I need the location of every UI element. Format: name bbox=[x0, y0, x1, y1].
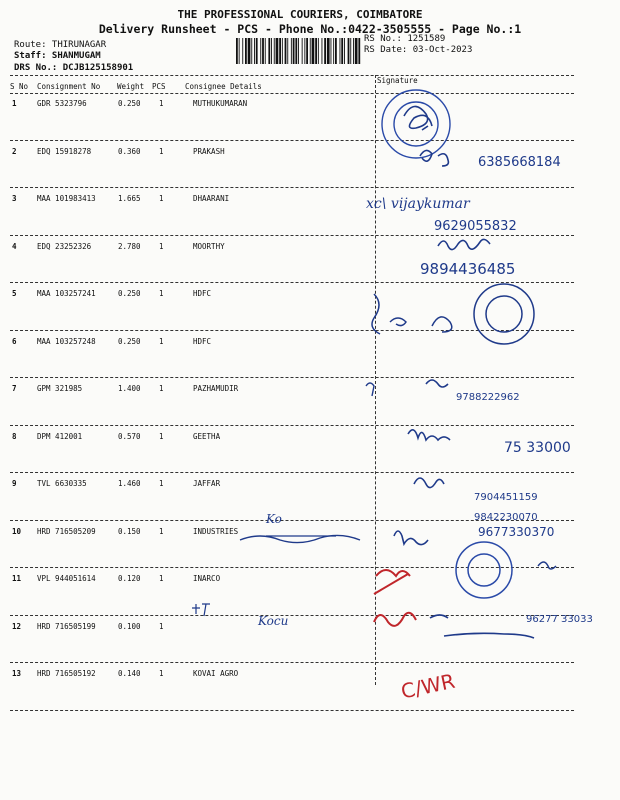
barcode-bar bbox=[256, 38, 258, 64]
barcode-bar bbox=[353, 38, 354, 64]
cell-consignment-no: EDQ 15918278 bbox=[37, 146, 92, 156]
cell-weight: 0.150 bbox=[118, 526, 141, 536]
signature-row7b bbox=[426, 380, 448, 387]
row-separator bbox=[10, 710, 574, 711]
cell-pcs: 1 bbox=[159, 336, 164, 346]
cell-sno: 13 bbox=[12, 669, 22, 678]
barcode-bar bbox=[350, 38, 351, 64]
cell-consignment-no: VPL 944051614 bbox=[37, 574, 96, 583]
handwritten-name-row3: xc\ vijaykumar bbox=[366, 196, 470, 212]
barcode-bar bbox=[344, 38, 345, 64]
cell-sno: 12 bbox=[12, 621, 22, 631]
cell-sno: 9 bbox=[12, 479, 17, 488]
barcode-bar bbox=[276, 38, 279, 64]
barcode-bar bbox=[324, 38, 326, 64]
barcode-bar bbox=[322, 38, 323, 64]
barcode-bar bbox=[271, 38, 272, 64]
handwritten-note-row12: Kocu bbox=[258, 614, 289, 628]
handwritten-phone-row9: 7904451159 bbox=[474, 492, 538, 503]
cell-pcs: 1 bbox=[159, 99, 164, 108]
document-subtitle: Delivery Runsheet - PCS - Phone No.:0422-3505555 - Page No.:1 bbox=[98, 22, 522, 36]
cell-sno: 10 bbox=[12, 526, 22, 536]
signature-row9 bbox=[414, 478, 444, 488]
barcode-bar bbox=[282, 38, 283, 64]
barcode-bar bbox=[242, 38, 243, 64]
col-header-consignment: Consignment No bbox=[37, 82, 101, 91]
barcode-bar bbox=[335, 38, 337, 64]
barcode-bar bbox=[279, 38, 281, 64]
signature-row10 bbox=[394, 531, 428, 545]
col-header-pcs: PCS bbox=[152, 82, 166, 91]
barcode-bar bbox=[315, 38, 317, 64]
handwritten-note-row10: Ko bbox=[266, 512, 282, 526]
cell-weight: 0.250 bbox=[118, 289, 141, 298]
cell-consignment-no: EDQ 23252326 bbox=[37, 241, 92, 251]
cell-pcs: 1 bbox=[159, 669, 164, 678]
barcode-bar bbox=[304, 38, 305, 64]
barcode-bar bbox=[355, 38, 358, 64]
signature-row12-red bbox=[374, 613, 416, 626]
barcode-bar bbox=[298, 38, 299, 64]
cell-weight: 0.360 bbox=[118, 146, 141, 156]
handwritten-phone-row10a: 9842230070 bbox=[474, 512, 538, 523]
cell-consignee: PRAKASH bbox=[193, 146, 225, 156]
col-header-consignee: Consignee Details bbox=[185, 82, 262, 91]
cell-pcs: 1 bbox=[159, 479, 164, 488]
cell-consignment-no: HRD 716505209 bbox=[37, 526, 96, 536]
cell-consignee: HDFC bbox=[193, 289, 212, 298]
cell-sno: 4 bbox=[12, 241, 17, 251]
handwritten-note-row13: C/WR bbox=[398, 668, 458, 704]
cell-consignee: INDUSTRIES bbox=[193, 526, 239, 536]
barcode-bar bbox=[327, 38, 330, 64]
cell-weight: 0.100 bbox=[118, 621, 141, 631]
barcode-bar bbox=[306, 38, 308, 64]
barcode-bar bbox=[268, 38, 270, 64]
cell-weight: 2.780 bbox=[118, 241, 141, 251]
barcode-bar bbox=[348, 38, 350, 64]
signature-row12 bbox=[430, 615, 534, 638]
col-header-weight: Weight bbox=[117, 82, 145, 91]
cell-consignment-no: HRD 716505199 bbox=[37, 621, 96, 631]
rs-date: RS Date: 03-Oct-2023 bbox=[364, 45, 473, 55]
signature-row4 bbox=[438, 239, 490, 249]
handwritten-phone-row3: 9629055832 bbox=[434, 219, 517, 234]
barcode-bar bbox=[291, 38, 292, 64]
signature-row5 bbox=[372, 294, 452, 334]
cell-consignment-no: GPM 321985 bbox=[37, 384, 83, 393]
cell-pcs: 1 bbox=[159, 384, 164, 393]
strikethrough-row10 bbox=[236, 528, 366, 548]
cell-sno: 2 bbox=[12, 146, 17, 156]
barcode-bar bbox=[318, 38, 319, 64]
cell-consignment-no: MAA 103257241 bbox=[37, 289, 96, 298]
cell-consignee: JAFFAR bbox=[193, 479, 221, 488]
cell-consignment-no: HRD 716505192 bbox=[37, 669, 96, 678]
barcode-bar bbox=[295, 38, 297, 64]
cell-sno: 8 bbox=[12, 431, 17, 441]
signature-row11 bbox=[538, 562, 556, 569]
cell-pcs: 1 bbox=[159, 241, 164, 251]
cell-consignee: GEETHA bbox=[193, 431, 221, 441]
company-stamp-1 bbox=[382, 90, 450, 158]
signature-area bbox=[366, 74, 593, 704]
cell-consignment-no: MAA 101983413 bbox=[37, 194, 96, 203]
cell-sno: 11 bbox=[12, 574, 22, 583]
barcode-bar bbox=[248, 38, 251, 64]
signature-row11-red bbox=[374, 570, 410, 594]
barcode-bar bbox=[310, 38, 311, 64]
cell-consignee: PAZHAMUDIR bbox=[193, 384, 239, 393]
cell-consignment-no: DPM 412001 bbox=[37, 431, 83, 441]
handwritten-phone-row7: 9788222962 bbox=[456, 392, 520, 403]
rs-number: RS No.: 1251589 bbox=[364, 34, 446, 44]
document-title: THE PROFESSIONAL COURIERS, COIMBATORE bbox=[177, 8, 423, 21]
barcode-bar bbox=[239, 38, 240, 64]
barcode-bar bbox=[236, 38, 238, 64]
handwritten-phone-row2: 6385668184 bbox=[478, 155, 561, 170]
route-label: Route: THIRUNAGAR bbox=[14, 40, 107, 50]
handwritten-phone-row12: 96277 33033 bbox=[526, 614, 593, 625]
signature-row8 bbox=[408, 430, 450, 440]
handwritten-phone-row8: 75 33000 bbox=[504, 440, 571, 456]
cell-sno: 6 bbox=[12, 336, 17, 346]
barcode-bar bbox=[312, 38, 315, 64]
barcode-bar bbox=[287, 38, 288, 64]
cell-weight: 0.120 bbox=[118, 574, 141, 583]
barcode-bar bbox=[333, 38, 334, 64]
cell-weight: 0.250 bbox=[118, 99, 141, 108]
barcode-bar bbox=[341, 38, 343, 64]
cell-sno: 5 bbox=[12, 289, 17, 298]
cell-consignment-no: GDR 5323796 bbox=[37, 99, 87, 108]
cell-consignment-no: TVL 6630335 bbox=[37, 479, 87, 488]
barcode-bar bbox=[340, 38, 341, 64]
cell-pcs: 1 bbox=[159, 431, 164, 441]
signature-row1 bbox=[404, 106, 432, 130]
cell-consignment-no: MAA 103257248 bbox=[37, 336, 96, 346]
barcode-bar bbox=[331, 38, 332, 64]
cell-pcs: 1 bbox=[159, 526, 164, 536]
cell-consignee: HDFC bbox=[193, 336, 212, 346]
hdfc-bank-stamp bbox=[474, 284, 534, 344]
barcode-bar bbox=[358, 38, 360, 64]
cell-sno: 3 bbox=[12, 194, 17, 203]
cell-consignee: MOORTHY bbox=[193, 241, 225, 251]
cell-consignee: INARCO bbox=[193, 574, 221, 583]
cell-sno: 7 bbox=[12, 384, 17, 393]
cell-weight: 1.460 bbox=[118, 479, 141, 488]
cell-weight: 1.665 bbox=[118, 194, 141, 203]
cell-pcs: 1 bbox=[159, 621, 164, 631]
scribble-row12 bbox=[190, 600, 220, 618]
handwritten-phone-row4: 9894436485 bbox=[420, 260, 516, 278]
cell-consignee: MUTHUKUMARAN bbox=[193, 99, 248, 108]
handwritten-phone-row10b: 9677330370 bbox=[478, 525, 555, 539]
barcode-bar bbox=[245, 38, 247, 64]
cell-consignee: DHAARANI bbox=[193, 194, 230, 203]
inarco-stamp bbox=[456, 542, 512, 598]
cell-pcs: 1 bbox=[159, 574, 164, 583]
barcode-bar bbox=[265, 38, 266, 64]
cell-weight: 0.570 bbox=[118, 431, 141, 441]
drs-number: DRS No.: DCJB125158901 bbox=[14, 63, 134, 73]
cell-consignee: KOVAI AGRO bbox=[193, 669, 239, 678]
barcode-bar bbox=[262, 38, 264, 64]
barcode-bar bbox=[293, 38, 295, 64]
barcode-bar bbox=[251, 38, 252, 64]
cell-sno: 1 bbox=[12, 99, 17, 108]
col-header-signature: Signature bbox=[377, 76, 418, 85]
cell-pcs: 1 bbox=[159, 146, 164, 156]
cell-pcs: 1 bbox=[159, 194, 164, 203]
barcode-bar bbox=[285, 38, 287, 64]
barcode-bar bbox=[260, 38, 261, 64]
cell-pcs: 1 bbox=[159, 289, 164, 298]
barcode bbox=[236, 38, 360, 64]
col-header-sno: S No bbox=[10, 82, 29, 91]
cell-weight: 0.140 bbox=[118, 669, 141, 678]
cell-weight: 0.250 bbox=[118, 336, 141, 346]
cell-weight: 1.400 bbox=[118, 384, 141, 393]
barcode-bar bbox=[302, 38, 303, 64]
barcode-bar bbox=[254, 38, 255, 64]
staff-label: Staff: SHANMUGAM bbox=[14, 51, 101, 61]
barcode-bar bbox=[274, 38, 275, 64]
